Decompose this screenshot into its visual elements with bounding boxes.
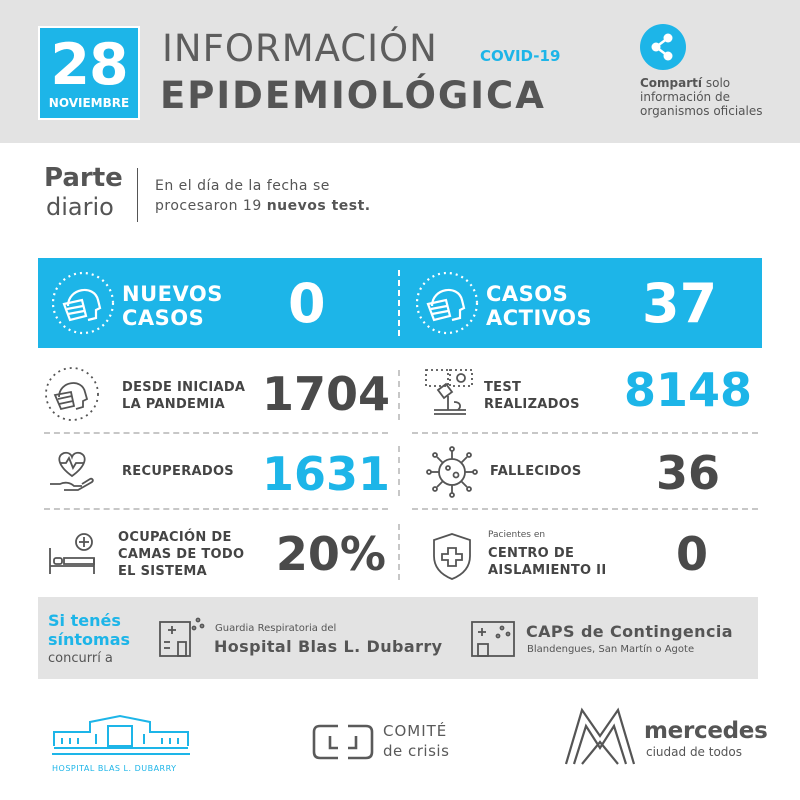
mercedes-tagline: ciudad de todos bbox=[646, 745, 743, 759]
mercedes-word: mercedes bbox=[644, 718, 768, 744]
new-cases-value: 0 bbox=[288, 272, 326, 335]
beds-value: 20% bbox=[275, 527, 386, 581]
parte-subtitle: diario bbox=[46, 193, 114, 221]
parte-text-prefix: En el día de la fecha se procesaron 19 bbox=[155, 178, 330, 214]
pandemic-value: 1704 bbox=[262, 367, 391, 421]
row-divider bbox=[412, 432, 758, 434]
title-line-2: EPIDEMIOLÓGICA bbox=[160, 74, 546, 117]
tests-value: 8148 bbox=[623, 363, 752, 417]
virus-icon bbox=[424, 444, 480, 500]
clinic-icon bbox=[468, 614, 520, 660]
hospital-bed-icon bbox=[44, 528, 100, 584]
isolation-label-1: CENTRO DE bbox=[488, 546, 575, 561]
share-message bbox=[640, 76, 790, 118]
mercedes-logo bbox=[562, 706, 638, 768]
isolation-label-2: AISLAMIENTO II bbox=[488, 563, 607, 578]
mask-face-icon bbox=[44, 366, 100, 422]
beds-label-1: OCUPACIÓN DE bbox=[118, 530, 232, 545]
symptoms-line-3: concurrí a bbox=[48, 651, 113, 666]
hospital-logo bbox=[50, 712, 192, 762]
hospital-small-label: Guardia Respiratoria del bbox=[215, 623, 337, 634]
hospital-name: Hospital Blas L. Dubarry bbox=[214, 637, 443, 656]
beds-label-2: CAMAS DE TODO bbox=[118, 547, 245, 562]
parte-divider bbox=[137, 168, 138, 222]
microscope-icon bbox=[424, 366, 480, 422]
mask-face-icon bbox=[414, 270, 480, 336]
mask-face-icon bbox=[50, 270, 116, 336]
row-divider bbox=[44, 508, 388, 510]
band-divider bbox=[398, 270, 400, 336]
row-divider bbox=[412, 508, 758, 510]
date-day: 28 bbox=[50, 32, 128, 98]
active-cases-label-2: ACTIVOS bbox=[486, 306, 593, 330]
row-divider bbox=[44, 432, 388, 434]
title-covid: COVID-19 bbox=[480, 47, 561, 65]
isolation-value: 0 bbox=[675, 527, 708, 581]
title-line-1: INFORMACIÓN bbox=[162, 27, 438, 70]
isolation-small-label: Pacientes en bbox=[488, 530, 546, 540]
tests-label-2: REALIZADOS bbox=[484, 397, 580, 412]
beds-label-3: EL SISTEMA bbox=[118, 564, 207, 579]
new-cases-label-2: CASOS bbox=[122, 306, 205, 330]
comite-word-1: COMITÉ bbox=[383, 722, 448, 740]
symptoms-line-1: Si tenés bbox=[48, 611, 121, 630]
heart-hand-icon bbox=[44, 444, 100, 500]
hospital-logo-caption: HOSPITAL BLAS L. DUBARRY bbox=[52, 764, 177, 773]
hospital-building-icon bbox=[156, 612, 208, 658]
date-badge bbox=[38, 26, 140, 120]
column-divider bbox=[398, 446, 400, 496]
share-rest: solo información de organismos oficiales bbox=[640, 76, 763, 118]
parte-text bbox=[155, 176, 415, 216]
active-cases-label-1: CASOS bbox=[486, 282, 569, 306]
shield-cross-icon bbox=[424, 528, 480, 584]
pandemic-label-1: DESDE INICIADA bbox=[122, 380, 246, 395]
parte-text-bold: nuevos test. bbox=[266, 198, 371, 214]
parte-title: Parte bbox=[44, 163, 123, 193]
comite-logo bbox=[310, 722, 376, 762]
active-cases-value: 37 bbox=[642, 272, 718, 335]
tests-label-1: TEST bbox=[484, 380, 522, 395]
share-icon bbox=[640, 24, 686, 70]
column-divider bbox=[398, 370, 400, 420]
deaths-value: 36 bbox=[655, 446, 720, 500]
share-bold: Compartí bbox=[640, 76, 703, 90]
caps-locations: Blandengues, San Martín o Agote bbox=[527, 644, 695, 655]
deaths-label: FALLECIDOS bbox=[490, 464, 582, 479]
comite-word-2: de crisis bbox=[383, 742, 450, 760]
date-month: NOVIEMBRE bbox=[48, 96, 130, 110]
recovered-label: RECUPERADOS bbox=[122, 464, 234, 479]
caps-name: CAPS de Contingencia bbox=[526, 622, 733, 641]
pandemic-label-2: LA PANDEMIA bbox=[122, 397, 225, 412]
column-divider bbox=[398, 524, 400, 580]
new-cases-label-1: NUEVOS bbox=[122, 282, 223, 306]
recovered-value: 1631 bbox=[262, 447, 391, 501]
symptoms-line-2: síntomas bbox=[48, 630, 131, 649]
